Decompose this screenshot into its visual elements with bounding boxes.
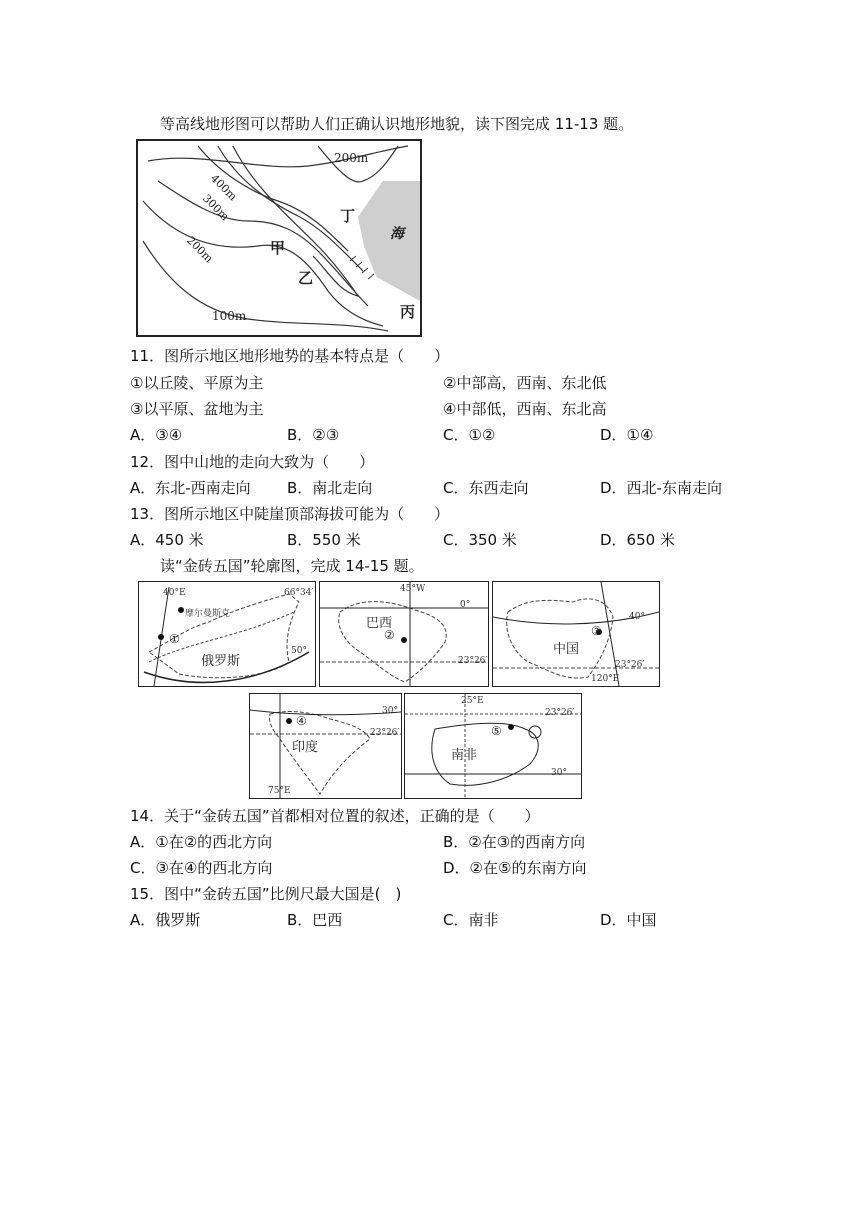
q14-option-d[interactable]: D．②在⑤的东南方向 [443,859,587,877]
capital-dot [158,634,164,640]
brazil-lat0: 0° [460,600,471,610]
china-num: ③ [591,624,602,638]
brazil-lon: 45°W [400,584,426,594]
south-africa-map [404,693,582,799]
q14-stem: 14．关于“金砖五国”首都相对位置的叙述，正确的是（ ） [130,807,540,825]
contour-label-300: 300m [200,191,232,224]
china-map [492,581,660,687]
q11-option-b[interactable]: B．②③ [287,426,340,444]
india-lat: 30° [382,706,398,716]
q11-option-d[interactable]: D．①④ [600,426,654,444]
russia-lat1: 66°34′ [284,588,314,598]
q12-option-a[interactable]: A．东北-西南走向 [130,479,251,497]
china-name: 中国 [553,642,580,657]
q11-item-3: ③以平原、盆地为主 [130,400,264,418]
russia-num: ① [169,632,180,646]
q12-option-c[interactable]: C．东西走向 [443,479,529,497]
q13-option-b[interactable]: B．550 米 [287,531,361,549]
russia-map [138,581,316,687]
safrica-trop: 23°26′ [545,708,575,718]
q11-item-1: ①以丘陵、平原为主 [130,374,264,392]
china-lon: 120°E [591,674,620,684]
murmansk-dot [178,607,184,613]
q11-stem: 11．图所示地区地形地势的基本特点是（ ） [130,347,450,365]
brasilia-dot [401,637,407,643]
contour-line [148,146,408,167]
q15-option-d[interactable]: D．中国 [600,911,657,929]
q11-item-4: ④中部低，西南、东北高 [443,400,607,418]
q12-option-d[interactable]: D．西北-东南走向 [600,479,722,497]
q14-option-b[interactable]: B．②在③的西南方向 [443,833,586,851]
q12-option-b[interactable]: B．南北走向 [287,479,373,497]
q14-option-c[interactable]: C．③在④的西北方向 [130,859,273,877]
safrica-num: ⑤ [491,724,502,738]
delhi-dot [286,718,292,724]
russia-lat2: 50° [291,646,307,656]
q15-option-a[interactable]: A．俄罗斯 [130,911,201,929]
brazil-map [319,581,489,687]
safrica-lat: 30° [551,768,567,778]
latitude-30 [250,710,401,715]
brazil-name: 巴西 [366,616,393,631]
safrica-lon: 25°E [461,696,484,706]
safrica-name: 南非 [451,748,478,763]
point-ding: 丁 [340,207,356,225]
q15-option-c[interactable]: C．南非 [443,911,499,929]
india-num: ④ [296,714,307,728]
contour-label-100: 100m [212,309,247,323]
cliff-mark [368,274,374,279]
intro-contour: 等高线地形图可以帮助人们正确认识地形地貌，读下图完成 11-13 题。 [160,115,634,133]
india-name: 印度 [292,740,319,755]
meridian-line [601,582,619,686]
russia-lon: 40°E [163,588,186,598]
china-lat: 40° [629,612,645,622]
india-map [249,693,402,799]
q13-option-c[interactable]: C．350 米 [443,531,517,549]
russia-capital-label: 摩尔曼斯克 [185,609,231,619]
q13-stem: 13．图所示地区中陡崖顶部海拔可能为（ ） [130,505,450,523]
india-outline [269,712,370,794]
q15-option-b[interactable]: B．巴西 [287,911,343,929]
point-jia: 甲 [270,239,286,257]
q14-option-a[interactable]: A．①在②的西北方向 [130,833,273,851]
contour-label-200-left: 200m [184,233,216,266]
china-trop: 23°26′ [615,660,645,670]
q11-option-a[interactable]: A．③④ [130,426,183,444]
point-yi: 乙 [298,269,314,287]
russia-name: 俄罗斯 [201,654,241,669]
contour-map-figure [136,139,422,337]
india-lon: 75°E [268,786,291,796]
q11-option-c[interactable]: C．①② [443,426,496,444]
q11-item-2: ②中部高，西南、东北低 [443,374,607,392]
india-trop: 23°26′ [370,728,400,738]
q13-option-a[interactable]: A．450 米 [130,531,204,549]
contour-label-200-top: 200m [334,151,369,165]
q15-stem: 15．图中“金砖五国”比例尺最大国是( ) [130,885,402,903]
contour-label-400: 400m [208,171,240,204]
brazil-num: ② [384,628,395,642]
brazil-trop: 23°26′ [458,656,488,666]
south-africa-outline [432,723,538,785]
pretoria-dot [508,724,514,730]
intro-brics: 读“金砖五国”轮廓图，完成 14-15 题。 [160,557,424,575]
q13-option-d[interactable]: D．650 米 [600,531,675,549]
q12-stem: 12．图中山地的走向大致为（ ） [130,453,375,471]
point-bing: 丙 [400,303,416,321]
sea-label: 海 [390,226,404,242]
